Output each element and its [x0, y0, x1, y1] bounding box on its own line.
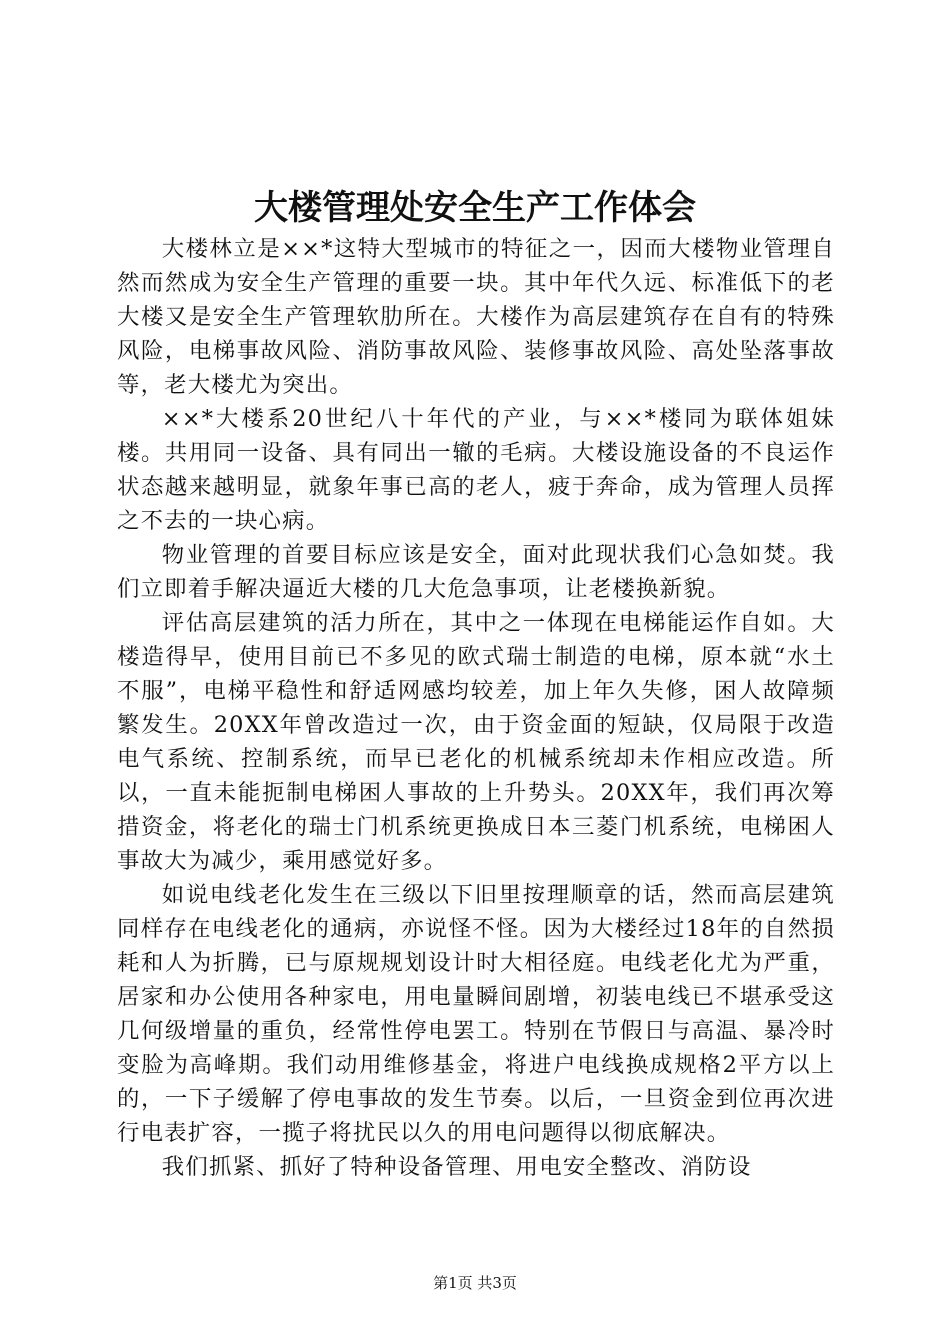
document-body: [117, 232, 835, 1184]
document-title: 大楼管理处安全生产工作体会: [254, 188, 696, 228]
paragraph-6: 我们抓紧、抓好了特种设备管理、用电安全整改、消防设: [161, 1154, 752, 1180]
paragraph-4: 评估高层建筑的活力所在，其中之一体现在电梯能运作自如。大楼造得早，使用目前已不多见的欧式瑞士制造的电梯，原本就“水土不服”，电梯平稳性和舒适网感均较差，加上年久失修，困人故障频繁发生。20XX年曾改造过一次，由于资金面的短缺，仅局限于改造电气系统、控制系统，而早已老化的机械系统却未作相应改造。所以，一直未能扼制电梯困人事故的上升势头。20XX年，我们再次筹措资金，将老化的瑞士门机系统更换成日本三菱门机系统，电梯困人事故大为减少，乘用感觉好多。: [117, 610, 835, 874]
paragraph-1: 大楼林立是××*这特大型城市的特征之一，因而大楼物业管理自然而然成为安全生产管理的重要一块。其中年代久远、标准低下的老大楼又是安全生产管理软肋所在。大楼作为高层建筑存在自有的特殊风险，电梯事故风险、消防事故风险、装修事故风险、高处坠落事故等，老大楼尤为突出。: [117, 236, 835, 398]
paragraph-3: 物业管理的首要目标应该是安全，面对此现状我们心急如焚。我们立即着手解决逼近大楼的几大危急事项，让老楼换新貌。: [117, 542, 835, 602]
paragraph-5: 如说电线老化发生在三级以下旧里按理顺章的话，然而高层建筑同样存在电线老化的通病，亦说怪不怪。因为大楼经过18年的自然损耗和人为折腾，已与原规规划设计时大相径庭。电线老化尤为严重，居家和办公使用各种家电，用电量瞬间剧增，初装电线已不堪承受这几何级增量的重负，经常性停电罢工。特别在节假日与高温、暴冷时变脸为高峰期。我们动用维修基金，将进户电线换成规格2平方以上的，一下子缓解了停电事故的发生节奏。以后，一旦资金到位再次进行电表扩容，一揽子将扰民以久的用电问题得以彻底解决。: [117, 882, 835, 1146]
paragraph-2: ××*大楼系20世纪八十年代的产业，与××*楼同为联体姐妹楼。共用同一设备、具有同出一辙的毛病。大楼设施设备的不良运作状态越来越明显，就象年事已高的老人，疲于奔命，成为管理人员挥之不去的一块心病。: [117, 406, 835, 534]
page-footer: 第1页 共3页: [433, 1274, 517, 1292]
